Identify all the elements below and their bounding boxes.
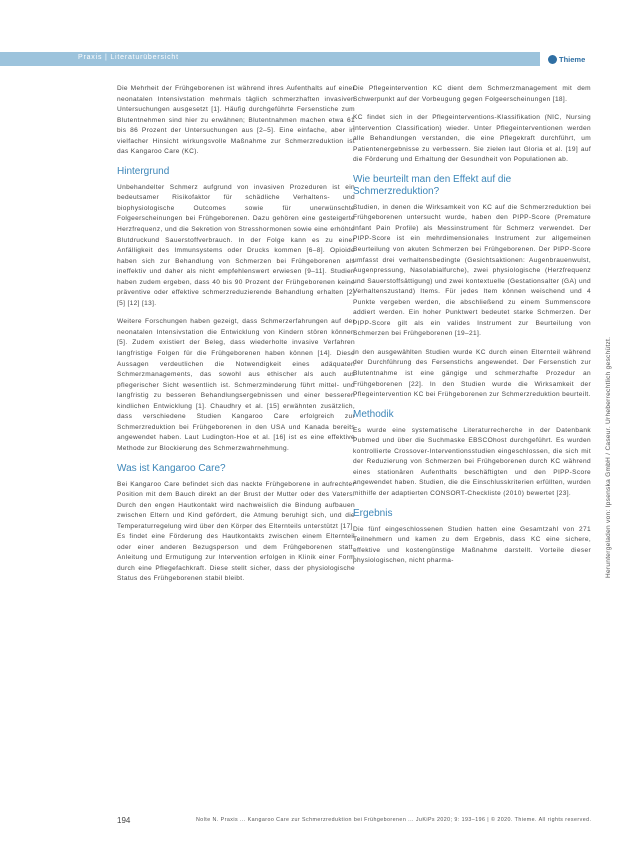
download-watermark-text: Heruntergeladen von: Ipsenska GmbH / Caseur. Urheberrechtlich geschützt. [605, 336, 612, 578]
methodik-paragraph: Es wurde eine systematische Literaturrecherche in der Datenbank Pubmed und über die Suchmaske EBSCOhost durchgeführt. Es wurden kontrollierte Crossover-Interventionsstudien eingeschlossen, die sich mit der Reduzierung von Schmerzen bei Frühgeborenen durch KC während eines stationären Aufenthalts beschäftigten und den PIPP-Score angewendet haben. Studien, die die Einschlusskriterien erfüllten, wurden mithilfe der adaptierten CONSORT-Checkliste (2010) bewertet [23]. [353, 426, 591, 497]
heading-effekt: Wie beurteilt man den Effekt auf die Schmerzreduktion? [353, 173, 512, 197]
right-column [353, 84, 591, 575]
kangaroo-paragraph: Bei Kangaroo Care befindet sich das nackte Frühgeborene in aufrechter Position mit dem Bauch direkt an der Brust der Mutter oder des Vaters. Durch den engen Hautkontakt wird nachweislich die Bindung aufbauen zwischen Eltern und Kind gefördert, die Atmung beruhigt sich, und die Temperaturregelung wird über den Körper des Elternteils unterstützt [17]. Es findet eine Förderung des Hautkontakts zwischen einem Elternteil oder einer anderen Bezugsperson und dem Frühgeborenen statt. Anleitung und Ermutigung zur Intervention erfolgen in Klinik einer Form durch eine Pflegefachkraft. Diese stellt sicher, dass der physiologische Status des Frühgeborenen stabil bleibt. [117, 480, 355, 583]
section-label: Praxis | Literaturübersicht [78, 54, 179, 61]
heading-methodik: Methodik [353, 408, 394, 420]
effekt-paragraph-1: Studien, in denen die Wirksamkeit von KC auf die Schmerzreduktion bei Frühgeborenen untersucht wurde, haben den PIPP-Score (Premature Infant Pain Profile) als Messinstrument für Schmerz verwendet. Der PIPP-Score ist ein mehrdimensionales Instrument zur allgemeinen Beurteilung von akuten Schmerzen bei Frühgeborenen. Der PIPP-Score umfasst drei verhaltensbedingte (Gesichtsaktionen: Augenbrauenwulst, Augenpressung, Nasolabialfurche), zwei physiologische (Herzfrequenz und Sauerstoffsättigung) und zwei kontextuelle (Gestationsalter (GA) und Verhaltenszustand) Items. Für jedes Item können weischend und 4 Punkte vergeben werden, die abschließend zu einem Summenscore addiert werden. Ein hoher Punktwert bedeutet starke Schmerzen. Der PIPP-Score gilt als ein valides Instrument zur Beurteilung von Schmerzen bei Frühgeborenen [19–21]. [353, 203, 591, 338]
thieme-logo-icon [548, 55, 557, 64]
effekt-paragraph-2: In den ausgewählten Studien wurde KC durch einen Elternteil während der Durchführung des Fersenstichs angewendet. Der Fersenstich zur Blutentnahme ist eine gängige und schmerzhafte Prozedur an Frühgeborenen [22]. In den Studien wurde die Wirksamkeit der Pflegeintervention KC bei Frühgeborenen zur Schmerzreduktion beurteilt. [353, 348, 591, 399]
footer-citation: Nolte N. Praxis ... Kangaroo Care zur Schmerzreduktion bei Frühgeborenen ... JuKiPs 2020; 9: 193–196 | © 2020. Thieme. All rights reserved. [196, 817, 592, 823]
page-number: 194 [117, 816, 131, 825]
left-column [117, 84, 355, 593]
logo-text: Thieme [559, 54, 586, 64]
publisher-logo [548, 52, 585, 66]
hintergrund-paragraph-1: Unbehandelter Schmerz aufgrund von invasiven Prozeduren ist ein bedeutsamer Risikofaktor für schädliche Verhaltens- und biophysiologische Outcomes sowie für unerwünschte Folgeerscheinungen bei Frühgeborenen. Dazu gehören eine gesteigerte Herzfrequenz, und die Sekretion von Stresshormonen sowie eine erhöhte Blutdruckund Sauerstoffverbrauch. In der Folge kann es zu einer Anfälligkeit des Immunsystems oder Drucks kommen [6–8]. Opioide haben sich zur Behandlung von Schmerzen bei Frühgeborenen als ineffektiv und daher als nicht empfehlenswert erwiesen [9–11]. Studien haben zudem ergeben, dass 40 bis 90 Prozent der Frühgeborenen keine präventive oder effektive schmerzreduzierende Behandlung erhalten [2] [5] [12] [13]. [117, 183, 355, 307]
heading-ergebnis: Ergebnis [353, 507, 393, 519]
heading-kangaroo-care: Was ist Kangaroo Care? [117, 462, 226, 474]
kc-paragraph-2: KC findet sich in der Pflegeinterventions-Klassifikation (NIC, Nursing Intervention Classification) wieder. Unter Pflegeinterventionen werden alle Behandlungen verstanden, die eine Pflegekraft durchführt, um Patientenergebnisse zu verbessern. Sie zielen laut Gloria et al. [19] auf die Förderung und Erhaltung der Gesundheit von Populationen ab. [353, 114, 591, 164]
intro-paragraph: Die Mehrheit der Frühgeborenen ist während ihres Aufenthalts auf einer neonatalen Intensivstation mehrmals täglich schmerzhaften invasiven Untersuchungen ausgesetzt [1]. Häufig durchgeführte Fersenstiche zum Blutentnehmen sind hier zu erwähnen; Blutentnahmen machen etwa 61 bis 86 Prozent der Untersuchungen aus [2–5]. Eine einfache, aber in vielfacher Hinsicht wirkungsvolle Maßnahme zur Schmerzreduktion ist das Kangaroo Care (KC). [117, 85, 355, 156]
section-header-bar [0, 52, 540, 66]
kc-paragraph-1: Die Pflegeintervention KC dient dem Schmerzmanagement mit dem Schwerpunkt auf der Vorbeugung gegen Folgeerscheinungen [18]. [353, 85, 591, 103]
ergebnis-paragraph: Die fünf eingeschlossenen Studien hatten eine Gesamtzahl von 271 Teilnehmern und kamen zu dem Ergebnis, dass KC eine sichere, effektive und kostengünstige Maßnahme darstellt. Vorteile dieser physiologischen, nicht pharma- [353, 525, 591, 565]
download-watermark [602, 283, 616, 578]
heading-hintergrund: Hintergrund [117, 165, 170, 177]
hintergrund-paragraph-2: Weitere Forschungen haben gezeigt, dass Schmerzerfahrungen auf der neonatalen Intensivstation die Entwicklung von Kindern stören können [5]. Zudem existiert der Beleg, dass wiederholte invasive Verfahren langfristige Folgen für die Frühgeborenen haben können [14]. Diese Aussagen verdeutlichen die Notwendigkeit eines adäquaten Schmerzmanagements, das sowohl aus ethischer als auch aus pflegerischer Sicht wesentlich ist. Schmerzminderung führt mittel- und langfristig zu besseren Behandlungsergebnissen und einer besseren kindlichen Entwicklung [1]. Chaudhry et al. [15] erwähnten zusätzlich, dass verschiedene Studien Kangaroo Care erfolgreich zur Schmerzreduktion bei Frühgeborenen in den USA und Kanada bereits angewendet haben. Laut Ludington-Hoe et al. [16] ist es eine effektive Methode zur Blockierung des Schmerzwahrnehmung. [117, 318, 355, 452]
